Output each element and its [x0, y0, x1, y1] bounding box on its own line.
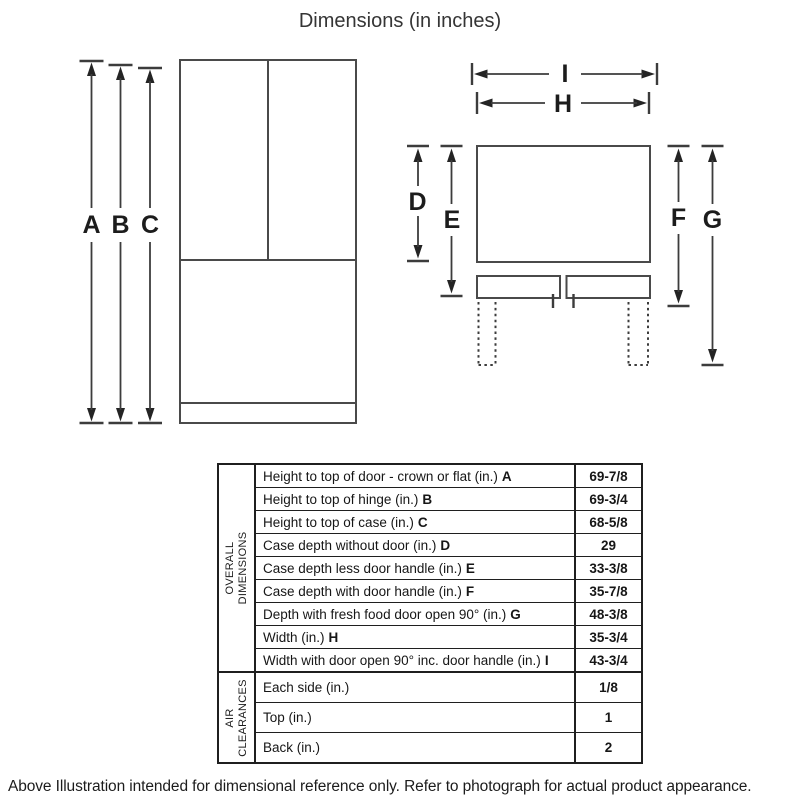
dim-key: G — [510, 606, 521, 622]
row-desc — [255, 464, 575, 488]
arrowhead-down — [87, 408, 96, 422]
dim-label-d: D — [408, 188, 427, 216]
arrowhead-left — [474, 70, 488, 79]
row-value: 33-3/8 — [575, 557, 642, 580]
dim-line-h — [477, 90, 649, 118]
table-row — [218, 580, 642, 603]
dim-line-b — [109, 65, 133, 423]
row-desc — [255, 649, 575, 673]
right-door-outline — [567, 276, 651, 298]
table-row — [218, 534, 642, 557]
row-desc — [255, 511, 575, 534]
dim-key: H — [328, 629, 339, 645]
dim-label-i: I — [561, 60, 569, 88]
case-outline — [477, 146, 650, 262]
arrowhead-right — [642, 70, 656, 79]
arrowhead-down — [674, 290, 683, 304]
row-desc — [255, 626, 575, 649]
dim-line-f — [668, 146, 690, 306]
desc-text: Top (in.) — [263, 710, 312, 725]
arrowhead-down — [146, 408, 155, 422]
row-value: 35-3/4 — [575, 626, 642, 649]
dim-label-e: E — [443, 206, 461, 234]
dim-label-h: H — [553, 90, 573, 118]
arrowhead-up — [116, 67, 125, 81]
dim-label-f: F — [670, 204, 687, 232]
row-desc — [255, 672, 575, 703]
dim-line-i — [472, 60, 657, 88]
row-desc — [255, 580, 575, 603]
dimensions-table — [217, 463, 643, 764]
row-value: 2 — [575, 733, 642, 764]
dim-key: F — [465, 583, 475, 599]
section-label-air-clearances — [218, 672, 255, 763]
desc-text: Back (in.) — [263, 740, 321, 755]
dim-key: E — [465, 560, 475, 576]
row-desc — [255, 603, 575, 626]
row-value: 29 — [575, 534, 642, 557]
row-desc — [255, 557, 575, 580]
desc-text: Case depth with door handle (in.) — [263, 583, 462, 599]
row-value: 1/8 — [575, 672, 642, 703]
page-title: Dimensions (in inches) — [298, 10, 502, 32]
fridge-front-view — [180, 60, 356, 423]
table-row — [218, 626, 642, 649]
desc-text: Case depth without door (in.) — [263, 537, 437, 553]
desc-text: Width (in.) — [263, 629, 325, 645]
section-label-text: AIR CLEARANCES — [223, 678, 249, 757]
desc-text: Height to top of door - crown or flat (in.) — [263, 468, 498, 484]
dim-line-g — [702, 146, 724, 365]
row-value: 68-5/8 — [575, 511, 642, 534]
open-door-projection-left — [479, 302, 497, 366]
row-value: 35-7/8 — [575, 580, 642, 603]
table-row — [218, 649, 642, 673]
dim-line-a — [80, 61, 104, 423]
arrowhead-up — [87, 63, 96, 77]
table-row — [218, 488, 642, 511]
table-row — [218, 511, 642, 534]
row-desc — [255, 488, 575, 511]
desc-text: Height to top of hinge (in.) — [263, 491, 419, 507]
arrowhead-down — [116, 408, 125, 422]
dim-key: D — [440, 537, 451, 553]
desc-text: Case depth less door handle (in.) — [263, 560, 462, 576]
arrowhead-up — [447, 149, 456, 163]
table-row — [218, 464, 642, 488]
dim-key: I — [544, 652, 549, 668]
table-row — [218, 603, 642, 626]
arrowhead-down — [414, 245, 423, 259]
row-desc — [255, 703, 575, 733]
dim-key: B — [422, 491, 433, 507]
dim-line-e — [441, 146, 463, 296]
section-label-overall-dimensions — [218, 464, 255, 672]
table-row — [218, 733, 642, 764]
fridge-top-view — [477, 146, 650, 366]
dim-key: C — [417, 514, 428, 530]
dim-label-a: A — [82, 211, 101, 239]
row-value: 48-3/8 — [575, 603, 642, 626]
dim-label-g: G — [702, 206, 723, 234]
arrowhead-up — [414, 149, 423, 163]
row-desc — [255, 733, 575, 764]
arrowhead-down — [447, 280, 456, 294]
desc-text: Width with door open 90° inc. door handle (in.) — [263, 652, 541, 668]
table-row — [218, 672, 642, 703]
dim-label-c: C — [140, 211, 160, 239]
dim-key: A — [501, 468, 512, 484]
dim-label-b: B — [111, 211, 130, 239]
open-door-projection-right — [629, 302, 649, 366]
arrowhead-left — [479, 99, 493, 108]
row-value: 69-3/4 — [575, 488, 642, 511]
dim-line-c — [138, 68, 162, 423]
arrowhead-up — [146, 70, 155, 84]
desc-text: Height to top of case (in.) — [263, 514, 414, 530]
row-desc — [255, 534, 575, 557]
desc-text: Each side (in.) — [263, 680, 350, 695]
dimensions-table-container — [217, 463, 643, 764]
section-label-text: OVERALL DIMENSIONS — [223, 531, 249, 605]
footnote-text: Above Illustration intended for dimensional reference only. Refer to photograph for actual product appearance. — [8, 778, 752, 795]
dim-line-d — [407, 146, 429, 261]
table-row — [218, 703, 642, 733]
left-door-outline — [477, 276, 560, 298]
arrowhead-up — [708, 149, 717, 163]
row-value: 1 — [575, 703, 642, 733]
table-row — [218, 557, 642, 580]
desc-text: Depth with fresh food door open 90° (in.) — [263, 606, 507, 622]
row-value: 69-7/8 — [575, 464, 642, 488]
arrowhead-down — [708, 349, 717, 363]
row-value: 43-3/4 — [575, 649, 642, 673]
arrowhead-up — [674, 149, 683, 163]
